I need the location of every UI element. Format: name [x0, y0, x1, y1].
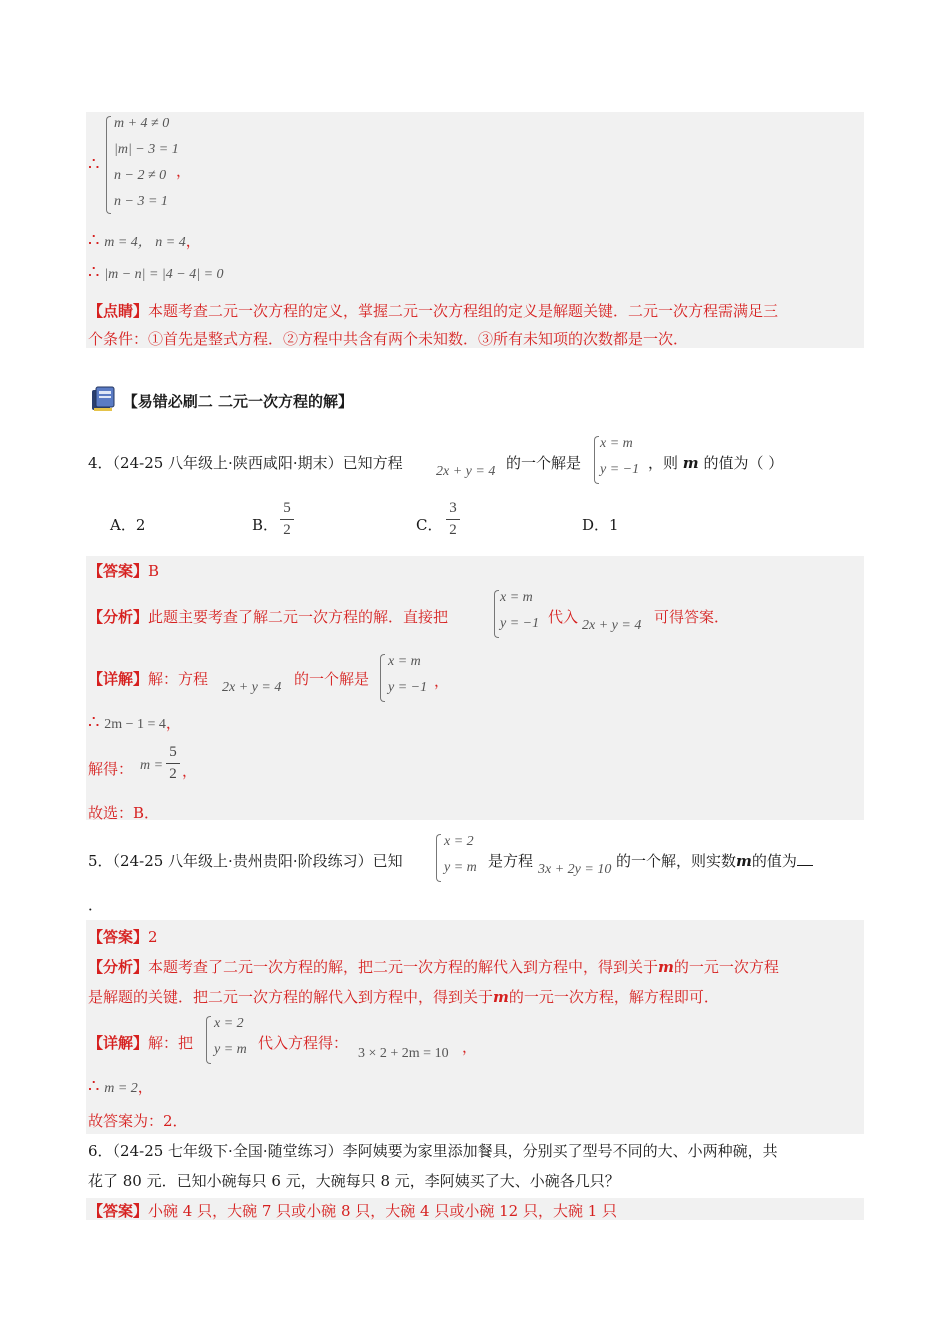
variable-m: m: [736, 852, 752, 870]
denominator: 2: [449, 522, 457, 538]
option-label: D．: [582, 516, 610, 534]
comma: ，: [462, 1038, 478, 1056]
detail-label: 【详解】: [88, 1034, 149, 1052]
q5-period: ．: [88, 896, 104, 914]
q4-analysis: [88, 606, 448, 627]
option-a[interactable]: [110, 514, 145, 535]
answer-label: 【答案】: [88, 562, 149, 580]
comma: ，: [137, 1078, 153, 1096]
option-c-fraction: [446, 500, 460, 539]
numerator: 5: [283, 500, 291, 516]
system-line: x = 2: [214, 1016, 244, 1031]
q5-tail-text: 的值为: [751, 852, 797, 870]
tip-text: 本题考查二元一次方程的定义，掌握二元一次方程组的定义是解题关键．二元一次方程需满足三: [148, 302, 779, 320]
analysis-text: 的一元一次方程: [673, 958, 779, 976]
therefore-symbol: ∴: [88, 230, 100, 251]
detail-label: 【详解】: [88, 670, 149, 688]
system-line: y = m: [444, 860, 477, 875]
question-source: （24-25 八年级上·陕西咸阳·期末）已知方程: [112, 454, 403, 472]
q5-detail: [88, 1032, 193, 1053]
detail-text: 解：方程: [148, 670, 209, 688]
q4-choose: 故选：B．: [88, 804, 160, 822]
system-line: y = m: [214, 1042, 247, 1057]
system-line: y = −1: [600, 462, 640, 477]
comma: ，: [434, 672, 450, 690]
q5-tail-text: 的一个解，则实数: [616, 852, 737, 870]
comma: ，: [182, 762, 198, 780]
system-brace: [494, 590, 499, 638]
system-brace: [206, 1016, 211, 1064]
question-number: 5．: [88, 852, 113, 870]
section-title: 【易错必刷二 二元一次方程的解】: [122, 392, 354, 411]
system-brace: [380, 654, 385, 702]
q4-tail-text: ，则: [648, 454, 679, 472]
system-brace: [106, 116, 111, 214]
detail-equation: 3 × 2 + 2m = 10: [358, 1046, 449, 1061]
variable-m: m: [682, 454, 699, 472]
comma: ，: [165, 714, 181, 732]
q6-stem-line-1: 6．（24-25 七年级下·全国·随堂练习）李阿姨要为家里添加餐具，分别买了型号不同的大、小两种碗，共: [88, 1142, 778, 1160]
therefore-symbol: ∴: [88, 262, 100, 283]
q6-stem-line-2: 花了 80 元．已知小碗每只 6 元，大碗每只 8 元，李阿姨买了大、小碗各几只？: [88, 1172, 620, 1190]
q4-equation: 2x + y = 4: [436, 464, 496, 479]
system-line: y = −1: [388, 680, 428, 695]
q5-analysis-line-1: [88, 956, 779, 977]
q5-analysis-line-2: [88, 986, 719, 1007]
comma: ，: [176, 162, 192, 180]
question-source: （24-25 八年级上·贵州贵阳·阶段练习）已知: [112, 852, 403, 870]
q5-answer: [88, 926, 158, 947]
detail-text: 的一个解是: [294, 670, 370, 688]
q4-step2: 解得：: [88, 760, 134, 778]
option-c[interactable]: [416, 514, 442, 535]
answer-label: 【答案】: [88, 928, 149, 946]
option-value: 1: [609, 516, 619, 534]
q4-mid-text: 的一个解是: [506, 454, 582, 472]
variable-m: m: [658, 958, 674, 976]
solution-block-q5: [86, 920, 864, 1134]
question-number: 4．: [88, 454, 113, 472]
answer-value: B: [148, 562, 160, 580]
step-math: 2m − 1 = 4: [104, 717, 166, 732]
therefore-symbol: ∴: [88, 712, 100, 733]
system-line: y = −1: [500, 616, 540, 631]
result-math: m = 4， n = 4: [104, 235, 186, 250]
book-icon: [88, 384, 118, 418]
analysis-label: 【分析】: [88, 608, 149, 626]
comma: ，: [185, 232, 201, 250]
section-header: [88, 384, 353, 418]
result-math: |m − n| = |4 − 4| = 0: [104, 267, 224, 282]
q5-equation: 3x + 2y = 10: [538, 862, 612, 877]
analysis-equation: 2x + y = 4: [582, 618, 642, 633]
q5-stem: [88, 850, 403, 871]
tip-line-2: 个条件：①首先是整式方程．②方程中共含有两个未知数．③所有未知项的次数都是一次．: [88, 330, 689, 348]
numerator: 5: [169, 744, 177, 760]
answer-label: 【答案】: [88, 1202, 149, 1220]
q4-step1: [88, 712, 181, 733]
analysis-text: 代入: [548, 608, 579, 626]
q4-tail-text: 的值为（ ）: [703, 454, 784, 472]
numerator: 3: [449, 500, 457, 516]
detail-text: 解：把: [148, 1034, 194, 1052]
option-label: C．: [416, 516, 443, 534]
system-line: x = m: [600, 436, 633, 451]
therefore-symbol: ∴: [88, 154, 100, 175]
system-line: n − 3 = 1: [114, 194, 168, 209]
analysis-text: 本题考查了二元一次方程的解，把二元一次方程的解代入到方程中，得到关于: [148, 958, 659, 976]
option-b[interactable]: [252, 514, 278, 535]
therefore-symbol: ∴: [88, 1076, 100, 1097]
q5-mid-text: 是方程: [488, 852, 534, 870]
step-math: m =: [140, 758, 164, 773]
answer-value: 小碗 4 只，大碗 7 只或小碗 8 只，大碗 4 只或小碗 12 只，大碗 1 只: [148, 1202, 618, 1220]
step-math: m = 2: [104, 1081, 138, 1096]
q6-answer: [88, 1200, 617, 1221]
q5-step1: [88, 1076, 153, 1097]
option-value: 2: [135, 516, 146, 534]
analysis-text: 可得答案．: [654, 608, 730, 626]
option-d[interactable]: [582, 514, 619, 535]
system-line: x = m: [500, 590, 533, 605]
system-brace: [436, 834, 441, 882]
result-line-abs: [88, 262, 224, 283]
q4-detail: [88, 668, 208, 689]
system-line: m + 4 ≠ 0: [114, 116, 170, 131]
system-brace: [594, 436, 599, 484]
q4-stem: [88, 452, 403, 473]
analysis-label: 【分析】: [88, 958, 149, 976]
detail-text: 代入方程得：: [258, 1034, 349, 1052]
system-line: |m| − 3 = 1: [114, 142, 179, 157]
system-line: n − 2 ≠ 0: [114, 168, 167, 183]
analysis-text: 是解题的关键．把二元一次方程的解代入到方程中，得到关于: [88, 988, 494, 1006]
denominator: 2: [283, 522, 291, 538]
q4-tail: [648, 452, 783, 473]
answer-blank[interactable]: [797, 865, 813, 866]
step-fraction: [166, 744, 180, 783]
q4-answer: [88, 560, 159, 581]
option-label: B．: [252, 516, 279, 534]
q5-final: 故答案为：2．: [88, 1112, 188, 1130]
answer-value: 2: [148, 928, 158, 946]
option-label: A．: [110, 516, 136, 534]
tip-line-1: [88, 300, 778, 321]
detail-equation: 2x + y = 4: [222, 680, 282, 695]
tip-label: 【点睛】: [88, 302, 149, 320]
option-b-fraction: [280, 500, 294, 539]
denominator: 2: [169, 766, 177, 782]
system-line: x = 2: [444, 834, 474, 849]
result-line-mn: [88, 230, 201, 251]
analysis-text: 此题主要考查了解二元一次方程的解．直接把: [148, 608, 449, 626]
system-line: x = m: [388, 654, 421, 669]
analysis-text: 的一元一次方程，解方程即可．: [508, 988, 719, 1006]
variable-m: m: [493, 988, 509, 1006]
q5-tail: [616, 850, 813, 871]
